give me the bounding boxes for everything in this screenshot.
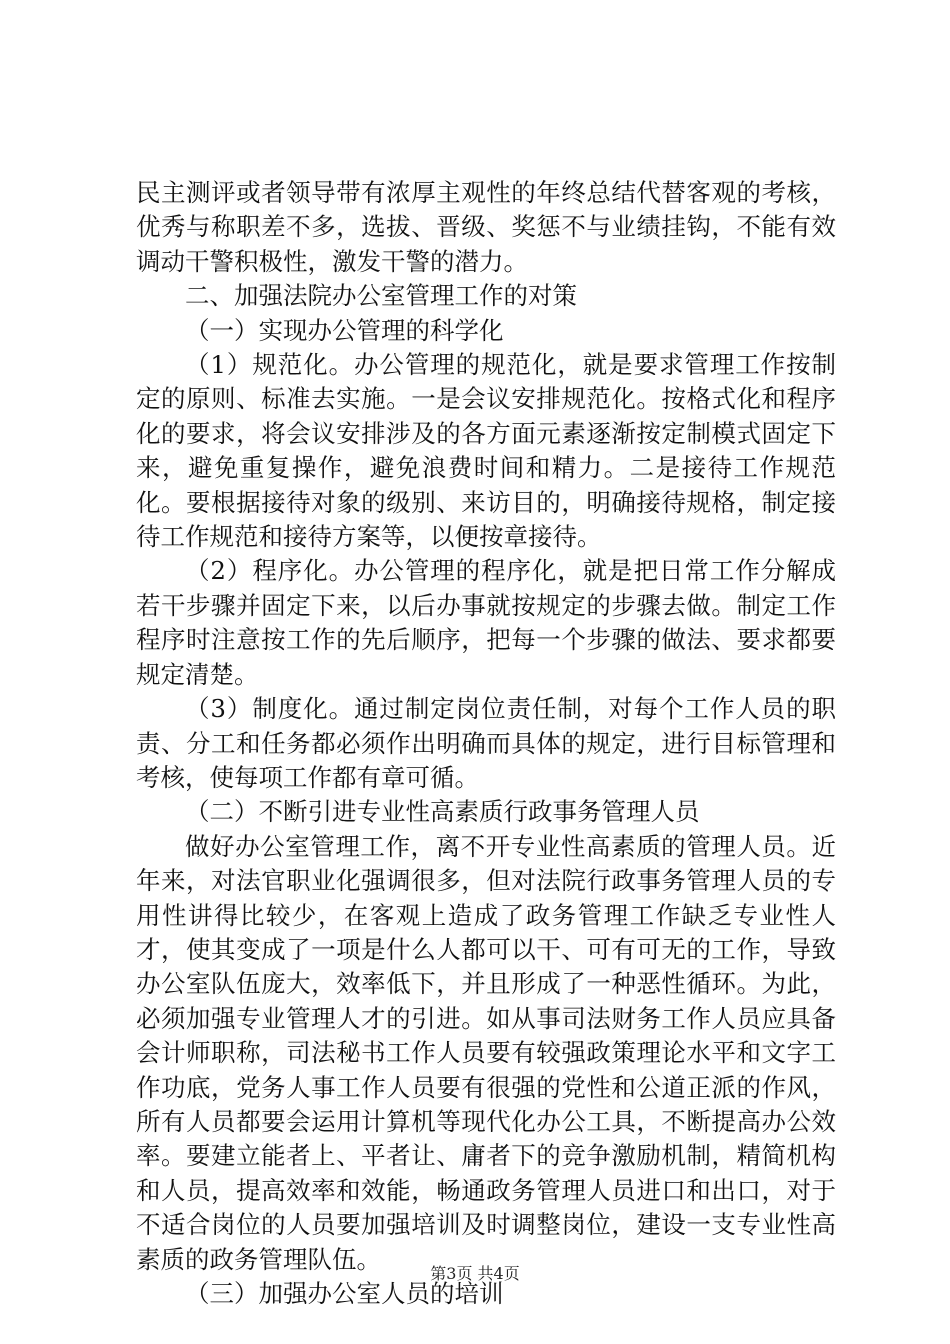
- paragraph-personnel: 做好办公室管理工作，离不开专业性高素质的管理人员。近年来，对法官职业化强调很多，但对法院行政事务管理人员的专用性讲得比较少，在客观上造成了政务管理工作缺乏专业性人才，使其变成了一项是什么人都可以干、可有可无的工作，导致办公室队伍庞大，效率低下，并且形成了一种恶性循环。为此，必须加强专业管理人才的引进。如从事司法财务工作人员应具备会计师职称，司法秘书工作人员要有较强政策理论水平和文字工作功底，党务人事工作人员要有很强的党性和公道正派的作风，所有人员都要会运用计算机等现代化办公工具，不断提高办公效率。要建立能者上、平者让、庸者下的竞争激励机制，精简机构和人员，提高效率和效能，畅通政务管理人员进口和出口，对于不适合岗位的人员要加强培训及时调整岗位，建设一支专业性高素质的政务管理队伍。: [136, 831, 836, 1274]
- subsection-heading-1: （一）实现办公管理的科学化: [185, 315, 504, 345]
- page-number-label: 第3页 共4页: [430, 1264, 520, 1283]
- subsection-heading-3: （三）加强办公室人员的培训: [185, 1279, 504, 1308]
- document-body: [136, 176, 836, 1311]
- paragraph-procedure: （2）程序化。办公管理的程序化，就是把日常工作分解成若干步骤并固定下来，以后办事就按规定的步骤去做。制定工作程序时注意按工作的先后顺序，把每一个步骤的做法、要求都要规定清楚。: [136, 556, 836, 689]
- section-heading-2: 二、加强法院办公室管理工作的对策: [185, 281, 577, 311]
- subsection-heading-2: （二）不断引进专业性高素质行政事务管理人员: [185, 797, 700, 827]
- paragraph-institution: （3）制度化。通过制定岗位责任制，对每个工作人员的职责、分工和任务都必须作出明确而具体的规定，进行目标管理和考核，使每项工作都有章可循。: [136, 694, 836, 792]
- paragraph-standardization: （1）规范化。办公管理的规范化，就是要求管理工作按制定的原则、标准去实施。一是会议安排规范化。按格式化和程序化的要求，将会议安排涉及的各方面元素逐渐按定制模式固定下来，避免重复操作，避免浪费时间和精力。二是接待工作规范化。要根据接待对象的级别、来访目的，明确接待规格，制定接待工作规范和接待方案等，以便按章接待。: [136, 350, 836, 552]
- paragraph-1: 民主测评或者领导带有浓厚主观性的年终总结代替客观的考核，优秀与称职差不多，选拔、晋级、奖惩不与业绩挂钩，不能有效调动干警积极性，激发干警的潜力。: [136, 178, 836, 276]
- page-footer: [0, 1264, 950, 1284]
